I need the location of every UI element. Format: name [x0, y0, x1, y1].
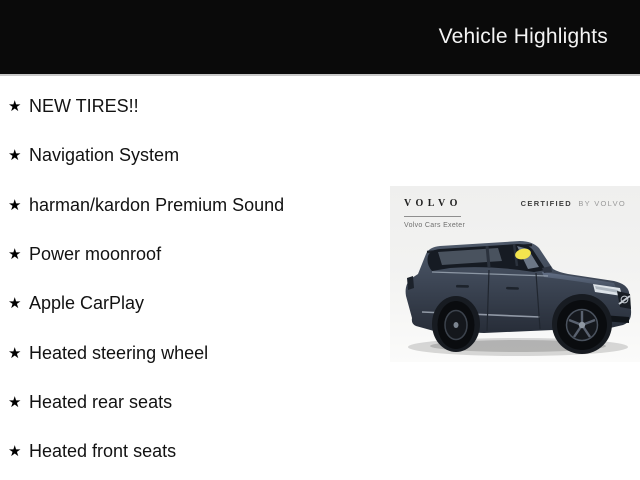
list-item [8, 131, 378, 180]
page-title: Vehicle Highlights [438, 25, 608, 48]
vehicle-photo [390, 186, 640, 362]
dealer-name: Volvo Cars Exeter [404, 222, 466, 229]
list-item [8, 230, 378, 279]
certified-by-volvo-label [521, 199, 626, 208]
header-bar [0, 0, 640, 76]
highlight-label: harman/kardon Premium Sound [29, 194, 285, 215]
highlight-label: Heated rear seats [29, 391, 173, 412]
highlight-label: Heated front seats [29, 441, 177, 462]
list-item [8, 82, 378, 131]
star-icon: ★ [8, 246, 22, 264]
star-icon: ★ [8, 147, 22, 165]
highlight-label: Apple CarPlay [29, 293, 145, 314]
list-item [8, 427, 378, 476]
list-item [8, 378, 378, 427]
brand-divider [404, 216, 461, 217]
certified-word: CERTIFIED [520, 199, 572, 208]
star-icon: ★ [8, 295, 22, 313]
dealer-brand-block [404, 198, 465, 229]
star-icon: ★ [8, 393, 22, 411]
highlight-label: Power moonroof [29, 244, 162, 265]
highlight-label: Heated steering wheel [29, 342, 209, 363]
by-volvo-words: BY VOLVO [578, 199, 626, 208]
list-item [8, 328, 378, 377]
star-icon: ★ [8, 443, 22, 461]
star-icon: ★ [8, 196, 22, 214]
highlight-label: Navigation System [29, 145, 180, 166]
list-item [8, 279, 378, 328]
star-icon: ★ [8, 98, 22, 116]
list-item [8, 181, 378, 230]
highlight-label: NEW TIRES!! [29, 96, 139, 117]
highlights-list [8, 78, 378, 476]
star-icon: ★ [8, 344, 22, 362]
volvo-wordmark: VOLVO [404, 198, 462, 209]
